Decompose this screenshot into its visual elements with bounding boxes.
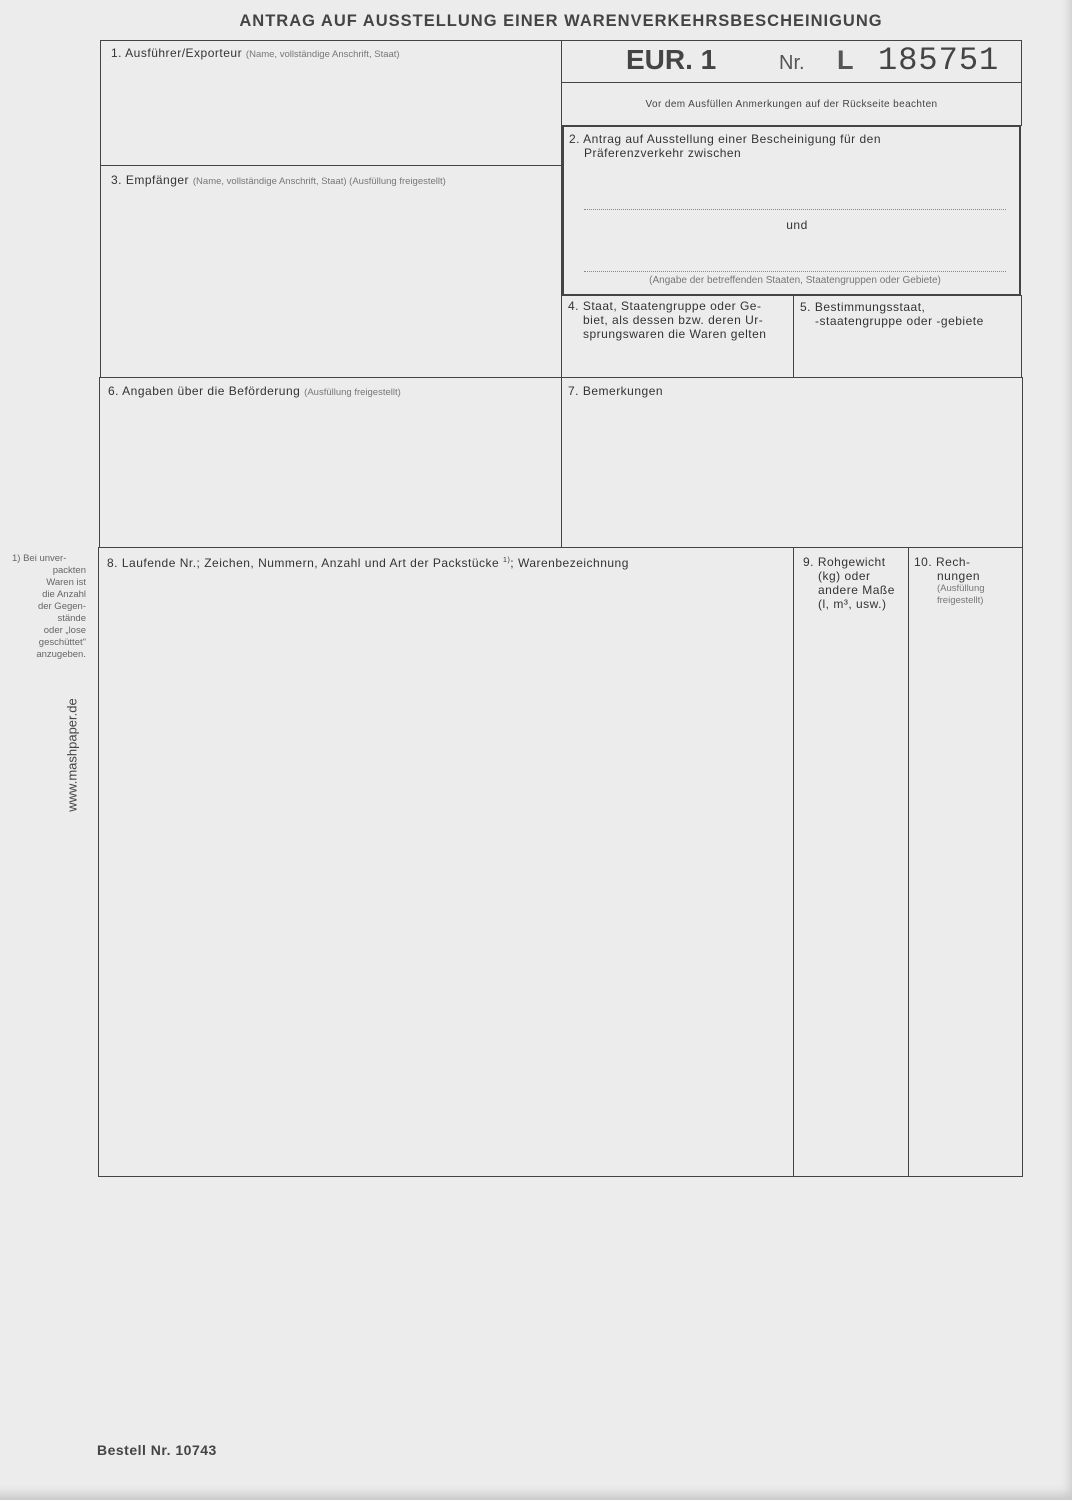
box-3-consignee[interactable] — [100, 165, 562, 378]
box-2-hint: (Angabe der betreffenden Staaten, Staatengruppen oder Gebiete) — [649, 275, 941, 286]
box-9-weight[interactable] — [793, 547, 909, 1177]
country-line-2[interactable] — [584, 271, 1006, 272]
box-10-invoices[interactable] — [908, 547, 1023, 1177]
box-4-label: 4. Staat, Staatengruppe oder Ge- biet, als dessen bzw. deren Ur- sprungswaren die Waren gelten — [568, 299, 767, 341]
box-10-label: 10. Rech- nungen (Ausfüllung freigestellt) — [914, 555, 985, 606]
nr-label: Nr. — [779, 52, 805, 74]
box-2-label: 2. Antrag auf Ausstellung einer Bescheinigung für den Präferenzverkehr zwischen — [569, 132, 882, 160]
box-3-label: 3. Empfänger (Name, vollständige Anschrift, Staat) (Ausfüllung freigestellt) — [111, 173, 446, 187]
instructions-note: Vor dem Ausfüllen Anmerkungen auf der Rückseite beachten — [645, 99, 938, 110]
footnote: 1) Bei unver- packten Waren ist die Anzahl der Gegen- stände oder „lose geschüttet" anzugeben. — [12, 553, 86, 660]
form-title: ANTRAG AUF AUSSTELLUNG EINER WARENVERKEHRSBESCHEINIGUNG — [239, 12, 883, 30]
order-number: Bestell Nr. 10743 — [97, 1442, 217, 1458]
website-text: www.mashpaper.de — [64, 698, 80, 812]
box-7-label: 7. Bemerkungen — [568, 384, 664, 398]
serial-number: 185751 — [878, 42, 1000, 79]
box-7-remarks[interactable] — [561, 377, 1023, 548]
box-6-transport[interactable] — [99, 377, 562, 548]
box-8-goods[interactable] — [98, 547, 794, 1177]
box-8-label: 8. Laufende Nr.; Zeichen, Nummern, Anzahl und Art der Packstücke $^{1)}$; Warenbezeichnung — [107, 556, 629, 570]
series-letter: L — [837, 45, 854, 75]
country-line-1[interactable] — [584, 209, 1006, 210]
box-9-label: 9. Rohgewicht (kg) oder andere Maße (l, m³, usw.) — [803, 555, 895, 611]
form-type: EUR. 1 — [626, 44, 717, 75]
box-5-label: 5. Bestimmungsstaat, -staatengruppe oder -gebiete — [800, 300, 984, 328]
box-1-label: 1. Ausführer/Exporteur (Name, vollständige Anschrift, Staat) — [111, 46, 400, 60]
box-6-label: 6. Angaben über die Beförderung (Ausfüllung freigestellt) — [108, 384, 401, 398]
und-label: und — [786, 218, 808, 232]
